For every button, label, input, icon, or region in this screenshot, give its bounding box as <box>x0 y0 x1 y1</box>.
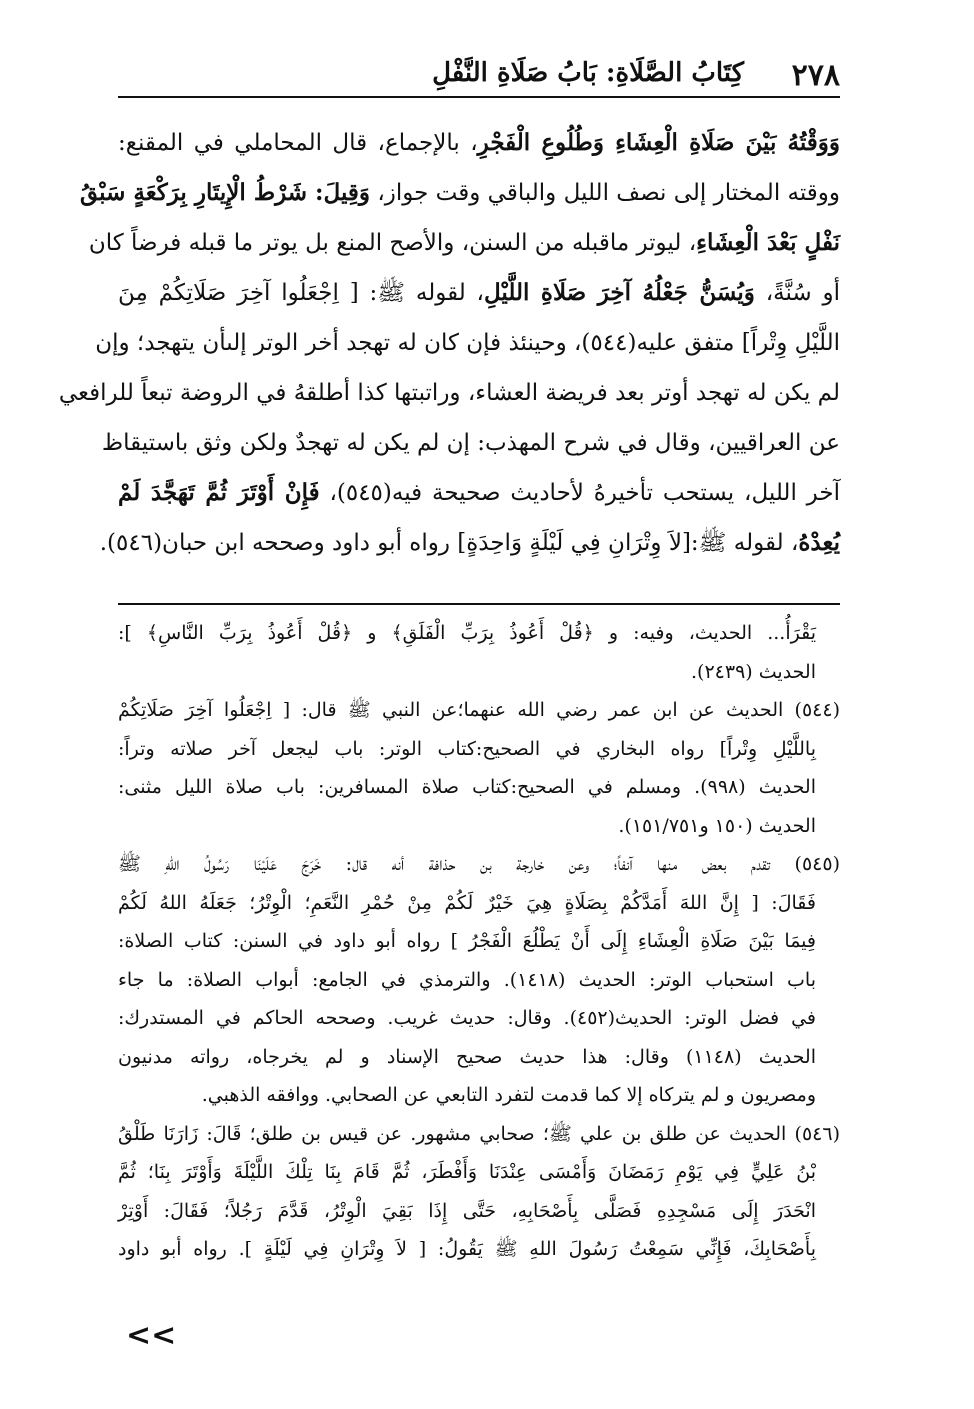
body-line <box>88 218 840 268</box>
footnote-line: في فضل الوتر: الحديث(٤٥٢). وقال: حديث غريب. وصححه الحاكم في المستدرك: <box>118 1007 816 1029</box>
commentary-text: لم يكن له تهجد أوتر بعد فريضة العشاء، وراتبتها كذا أطلقهُ في الروضة تبعاً للرافعي <box>58 380 840 406</box>
body-line <box>99 518 840 568</box>
body-line <box>95 318 840 368</box>
matn-text: يُعِدْهُ <box>798 529 840 556</box>
footnote-line: بِاللَّيْلِ وِتْراً] رواه البخاري في الصحيح:كتاب الوتر: باب ليجعل آخر صلاته وتراً: <box>118 737 816 760</box>
commentary-text: آخر الليل، يستحب تأخيرهُ لأحاديث صحيحة فيه(٥٤٥)، <box>319 480 840 506</box>
footnote-separator <box>118 603 840 605</box>
commentary-text: ووقته المختار إلى نصف الليل والباقي وقت جواز، <box>370 180 840 206</box>
matn-text: وَوَقْتُهُ بَيْنَ صَلَاةِ الْعِشَاءِ وَطُلُوعِ الْفَجْرِ <box>477 129 840 156</box>
page-number: ٢٧٨ <box>791 58 840 93</box>
footnote-line: يَقْرَأُ... الحديث، وفيه: و ﴿قُلْ أَعُوذُ بِرَبِّ الْفَلَقِ﴾ و ﴿قُلْ أَعُوذُ بِرَبِّ النَّاسِ﴾ ]: <box>118 622 816 644</box>
matn-text: فَإِنْ أَوْتَرَ ثُمَّ تَهَجَّدَ لَمْ <box>118 479 320 506</box>
footnotes <box>118 614 840 1269</box>
page-header <box>118 52 840 96</box>
footnote-line: الحديث (٢٤٣٩). <box>691 660 816 683</box>
commentary-text: ، ليوتر ماقبله من السنن، والأصح المنع بل يوتر ما قبله فرضاً كان <box>88 230 697 256</box>
main-text <box>58 118 840 568</box>
footnote-line: باب استحباب الوتر: الحديث (١٤١٨). والترمذي في الجامع: أبواب الصلاة: ما جاء <box>118 968 816 991</box>
body-line <box>101 418 840 468</box>
commentary-text: ، لقوله ﷺ:[لاَ وِتْرَانِ فِي لَيْلَةٍ وَاحِدَةٍ] رواه أبو داود وصححه ابن حبان(٥٤٦). <box>99 530 799 556</box>
footnote-line: الحديث (١٥٠ و١٥١/٧٥١). <box>618 814 816 837</box>
commentary-text: ، لقوله ﷺ: [ اِجْعَلُوا آخِرَ صَلَاتِكُمْ مِنَ <box>118 280 484 306</box>
body-line <box>118 268 840 318</box>
footnote-line: بْنُ عَلِيٍّ فِي يَوْمِ رَمَضَانَ وَأَمْسَى عِنْدَنَا وَأَفْطَرَ، ثُمَّ قَامَ بِنَا تِلْكَ اللَّيْلَةَ وَأَوْتَرَ بِنَا؛ ثُمَّ <box>118 1161 816 1183</box>
footnote-line: بِأَصْحَابِكَ، فَإِنِّي سَمِعْتُ رَسُولَ اللهِ ﷺ يَقُولُ: [ لاَ وِتْرَانِ فِي لَيْلَةٍ ]. رواه أبو داود <box>118 1238 816 1260</box>
footnote-line: الحديث (٩٩٨). ومسلم في الصحيح:كتاب صلاة المسافرين: باب صلاة الليل مثنى: <box>118 776 816 798</box>
matn-text: وَيُسَنُّ جَعْلُهُ آخِرَ صَلَاةِ اللَّيْلِ <box>484 279 755 306</box>
matn-text: نَفْلٍ بَعْدَ الْعِشَاءِ <box>696 229 840 256</box>
running-title: كِتَابُ الصَّلَاةِ: بَابُ صَلَاةِ النَّفْلِ <box>432 58 744 88</box>
footnote-line: (٥٤٥) تقدم بعض منها آنفاً؛ وعن خارجة بن حذافة أنه قال: خَرَجَ عَلَيْنَا رَسُولُ اللهِ ﷺ <box>118 853 840 875</box>
body-line <box>58 368 840 418</box>
footnote-line: (٥٤٦) الحديث عن طلق بن علي ﷺ؛ صحابي مشهور. عن قيس بن طلق؛ قَالَ: زَارَنَا طَلْقُ <box>118 1122 840 1145</box>
header-rule <box>118 96 840 98</box>
continuation-mark: << <box>126 1318 177 1353</box>
footnote-line: الحديث (١١٤٨) وقال: هذا حديث صحيح الإسناد و لم يخرجاه، رواته مدنيون <box>118 1045 816 1068</box>
footnote-line: انْحَدَرَ إِلَى مَسْجِدِهِ فَصَلَّى بِأَصْحَابِهِ، حَتَّى إِذَا بَقِيَ الْوِتْرُ، قَدَّمَ رَجُلاً؛ فَقَالَ: أَوْتِرْ <box>118 1199 816 1222</box>
commentary-text: اللَّيْلِ وِتْراً] متفق عليه(٥٤٤)، وحينئذ فإن كان له تهجد أخر الوتر إلىأن يتهجد؛ وإن <box>95 330 840 356</box>
footnote-line: فَقَالَ: [ إِنَّ اللهَ أَمَدَّكُمْ بِصَلَاةٍ هِيَ خَيْرٌ لَكُمْ مِنْ حُمْرِ النَّعَمِ؛ الْوِتْرُ؛ جَعَلَهُ اللهُ لَكُمْ <box>118 891 816 914</box>
body-line <box>118 118 840 168</box>
footnote-line: ومصريون و لم يتركاه إلا كما قدمت لتفرد التابعي عن الصحابي. ووافقه الذهبي. <box>201 1084 816 1106</box>
commentary-text: ، بالإجماع، قال المحاملي في المقنع: <box>118 130 478 156</box>
matn-text: وَقِيلَ: شَرْطُ الْإِيتَارِ بِرَكْعَةٍ سَبْقُ <box>79 179 371 206</box>
commentary-text: أو سُنَّةً، <box>754 280 840 306</box>
body-line <box>118 468 840 518</box>
footnote-line: فِيمَا بَيْنَ صَلَاةِ الْعِشَاءِ إِلَى أَنْ يَطْلُعَ الْفَجْرُ ] رواه أبو داود في السنن: كتاب الصلاة: <box>118 930 816 952</box>
footnote-line: (٥٤٤) الحديث عن ابن عمر رضي الله عنهما؛عن النبي ﷺ قال: [ اِجْعَلُوا آخِرَ صَلَاتِكُمْ <box>118 699 840 721</box>
body-line <box>79 168 840 218</box>
commentary-text: عن العراقيين، وقال في شرح المهذب: إن لم يكن له تهجدٌ ولكن وثق باستيقاظ <box>101 430 840 456</box>
